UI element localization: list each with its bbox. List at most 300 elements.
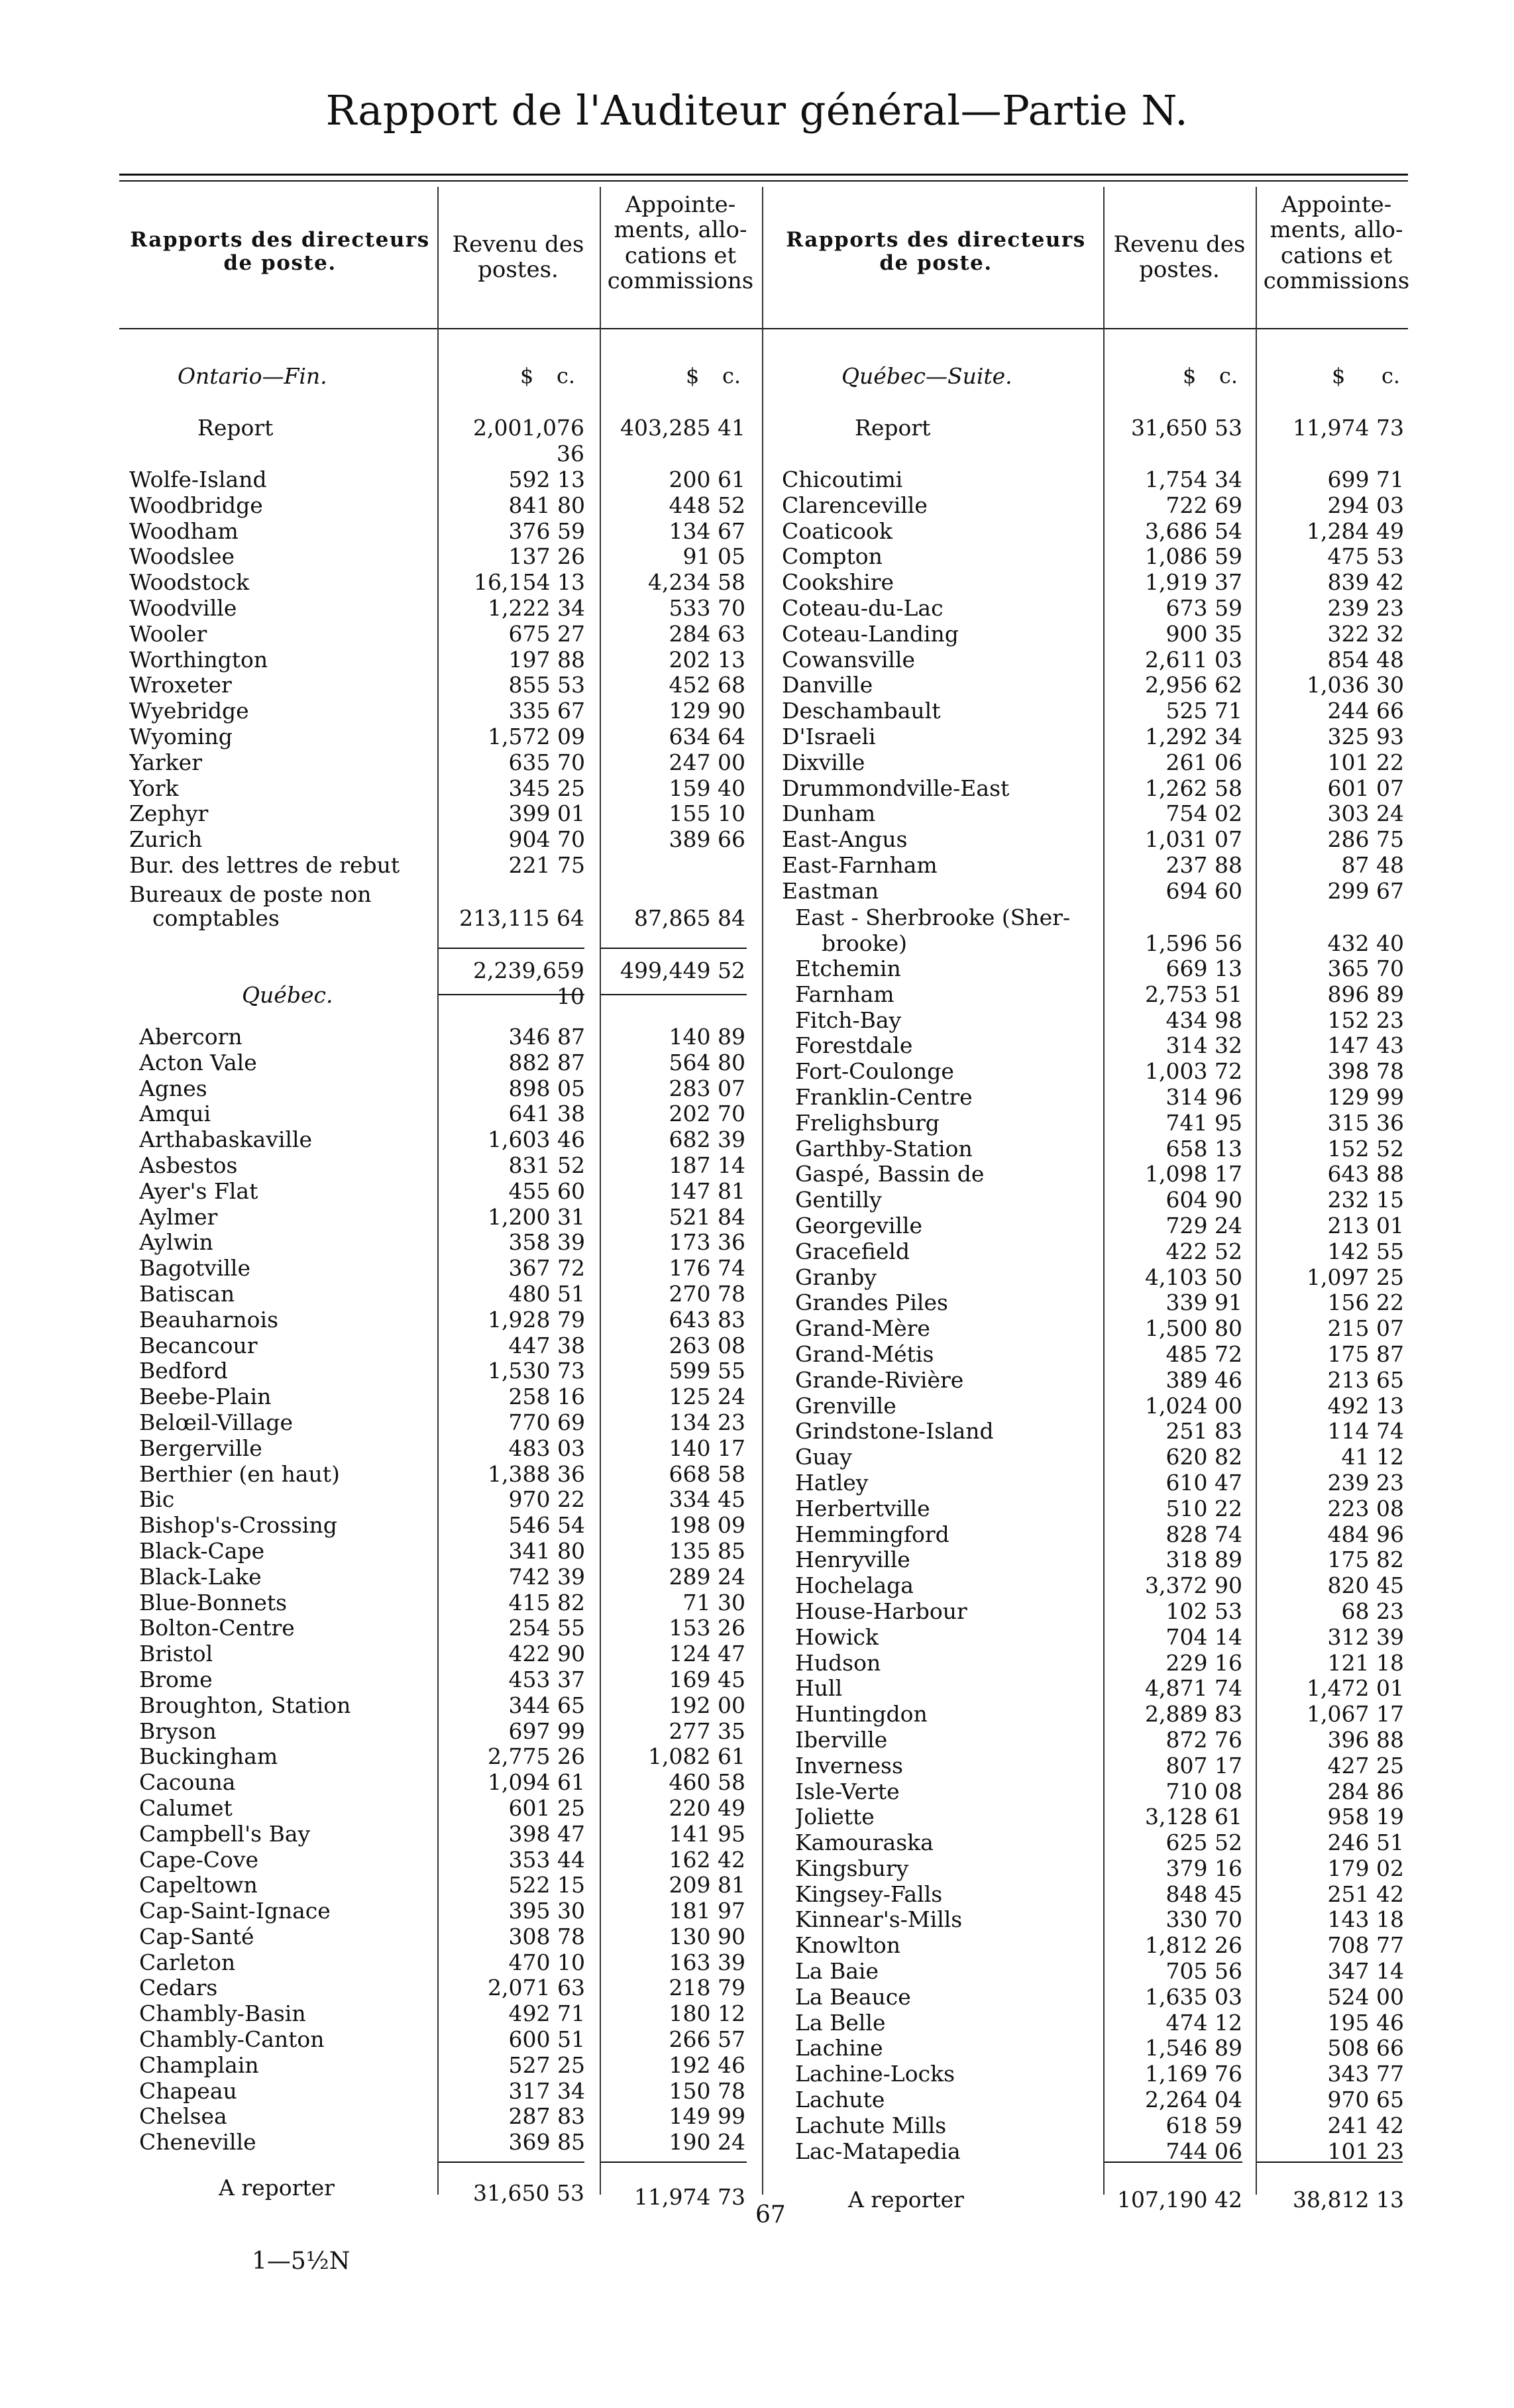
table-row [139, 1794, 745, 1822]
table-row [139, 1460, 745, 1488]
row-name: East-Angus [782, 827, 908, 853]
bureaux-line2: comptables [152, 905, 280, 931]
row-name: Grindstone-Island [795, 1419, 994, 1445]
row-appoint: 232 15 [1327, 1187, 1404, 1213]
header-rule [119, 328, 1408, 329]
sum-rule [601, 2162, 747, 2163]
ontario-total-appoint: 499,449 52 [620, 958, 745, 983]
table-row [782, 851, 1404, 879]
table-row [139, 2077, 745, 2105]
row-name: Bic [139, 1487, 175, 1513]
row-name: Isle-Verte [795, 1779, 900, 1804]
row-revenu: 510 22 [1165, 1495, 1242, 1521]
row-name: Coteau-du-Lac [782, 595, 944, 621]
row-name: Arthabaskaville [139, 1127, 313, 1153]
row-name: La Beauce [795, 1984, 911, 2010]
row-revenu: 237 88 [1165, 851, 1242, 878]
row-name: East-Farnham [782, 852, 938, 878]
row-appoint: 91 05 [682, 543, 745, 570]
row-revenu: 525 71 [1165, 698, 1242, 724]
row-name: Buckingham [139, 1744, 278, 1770]
row-revenu: 710 08 [1165, 1778, 1242, 1804]
row-appoint: 159 40 [669, 775, 745, 801]
unit-dollar: $ [686, 363, 700, 388]
a-reporter-revenu-right: 107,190 42 [1117, 2187, 1242, 2213]
row-revenu: 527 25 [508, 2052, 585, 2078]
table-row [139, 1435, 745, 1462]
row-name: Black-Cape [139, 1538, 265, 1564]
row-name: Wolfe-Island [129, 467, 267, 492]
row-name: Georgeville [795, 1213, 923, 1238]
row-revenu: 287 83 [508, 2103, 585, 2130]
table-row [795, 1032, 1404, 1059]
row-appoint: 247 00 [669, 749, 745, 775]
row-revenu: 345 25 [508, 775, 585, 801]
section-quebec: Québec. [242, 982, 333, 1008]
table-row [139, 1898, 745, 1924]
row-name: Gracefield [795, 1238, 910, 1264]
row-revenu: 618 59 [1165, 2112, 1242, 2138]
row-appoint: 365 70 [1327, 956, 1404, 981]
row-appoint: 839 42 [1327, 569, 1404, 596]
table-row [139, 1384, 745, 1410]
row-name: Bolton-Centre [139, 1615, 295, 1641]
table-row [139, 1615, 745, 1641]
row-revenu: 601 25 [508, 1794, 585, 1821]
table-row [795, 1983, 1404, 2010]
row-name: D'Israeli [782, 724, 876, 749]
row-appoint: 147 81 [669, 1177, 745, 1204]
table-row [782, 569, 1404, 596]
row-appoint: 343 77 [1327, 2061, 1404, 2087]
row-revenu: 3,372 90 [1145, 1572, 1242, 1599]
row-revenu: 970 22 [508, 1486, 585, 1513]
sherbrooke-line2: brooke) [822, 930, 908, 956]
table-row [782, 749, 1404, 776]
row-appoint: 239 23 [1327, 1469, 1404, 1496]
row-name: Kingsbury [795, 1855, 909, 1881]
table-row [795, 1444, 1404, 1470]
row-appoint: 121 18 [1327, 1649, 1404, 1676]
row-name: Chambly-Canton [139, 2027, 325, 2053]
a-reporter-revenu-left: 31,650 53 [473, 2180, 584, 2206]
row-appoint: 246 51 [1327, 1830, 1404, 1856]
row-appoint: 970 65 [1327, 2087, 1404, 2113]
row-name: Danville [782, 673, 873, 698]
row-appoint: 284 86 [1327, 1778, 1404, 1804]
table-row [139, 1358, 745, 1384]
row-revenu: 741 95 [1165, 1109, 1242, 1136]
row-revenu: 1,546 89 [1145, 2035, 1242, 2061]
table-row [129, 775, 745, 802]
table-row [129, 646, 745, 673]
row-name: Belœil-Village [139, 1409, 294, 1435]
table-row [139, 1820, 745, 1847]
row-name: Broughton, Station [139, 1692, 351, 1718]
row-appoint: 315 36 [1327, 1109, 1404, 1136]
row-revenu: 358 39 [508, 1229, 585, 1256]
row-revenu: 258 16 [508, 1384, 585, 1410]
table-row [139, 1203, 745, 1231]
bureaux-appoint: 87,865 84 [634, 905, 745, 931]
row-appoint: 599 55 [669, 1358, 745, 1384]
table-row [795, 1418, 1404, 1445]
table-row [795, 1187, 1404, 1213]
table-row [129, 672, 745, 698]
row-appoint: 533 70 [669, 594, 745, 621]
row-appoint: 334 45 [669, 1486, 745, 1513]
row-appoint: 192 00 [669, 1692, 745, 1718]
row-name: Beauharnois [139, 1307, 279, 1333]
table-row [795, 1392, 1404, 1419]
row-appoint: 508 66 [1327, 2035, 1404, 2061]
row-appoint: 156 22 [1327, 1289, 1404, 1316]
row-appoint: 101 23 [1327, 2138, 1404, 2164]
sum-rule [601, 994, 747, 995]
row-appoint: 71 30 [682, 1589, 745, 1615]
row-revenu: 447 38 [508, 1332, 585, 1358]
ontario-total-revenu: 2,239,659 10 [473, 958, 584, 1009]
row-revenu: 1,928 79 [488, 1306, 585, 1333]
row-revenu: 641 38 [508, 1101, 585, 1127]
row-revenu: 754 02 [1165, 800, 1242, 827]
table-row [782, 466, 1404, 493]
row-appoint: 129 99 [1327, 1083, 1404, 1110]
row-appoint: 460 58 [669, 1769, 745, 1796]
unit-dollar: $ [520, 363, 534, 388]
row-name: Cap-Saint-Ignace [139, 1898, 331, 1924]
row-appoint: 41 12 [1341, 1444, 1404, 1470]
row-revenu: 600 51 [508, 2026, 585, 2053]
sum-rule [439, 994, 584, 995]
sum-rule [439, 948, 584, 949]
row-appoint: 163 39 [669, 1949, 745, 1975]
row-name: Grandes Piles [795, 1290, 948, 1316]
table-row [795, 1366, 1404, 1394]
quebec-list-right-2 [795, 956, 1404, 2164]
row-name: Bedford [139, 1358, 228, 1384]
table-row [139, 2026, 745, 2053]
table-row [795, 2061, 1404, 2087]
header-directeurs-right: Rapports des directeurs de poste. [786, 228, 1086, 276]
center-rule [762, 187, 763, 2195]
row-appoint: 215 07 [1327, 1315, 1404, 1342]
table-row [139, 1332, 745, 1359]
row-revenu: 308 78 [508, 1923, 585, 1949]
row-appoint: 270 78 [669, 1280, 745, 1307]
row-name: Champlain [139, 2052, 259, 2078]
row-revenu: 2,071 63 [488, 1975, 585, 2001]
row-name: Woodville [129, 595, 237, 621]
row-name: Lachine-Locks [795, 2061, 955, 2087]
row-name: Cheneville [139, 2130, 256, 2156]
row-revenu: 1,292 34 [1145, 723, 1242, 749]
row-name: Guay [795, 1445, 852, 1470]
row-revenu: 1,530 73 [488, 1358, 585, 1384]
row-name: Bur. des lettres de rebut [129, 852, 400, 878]
row-appoint: 142 55 [1327, 1238, 1404, 1264]
row-appoint: 192 46 [669, 2052, 745, 2078]
table-row [139, 1126, 745, 1153]
table-row [129, 853, 585, 879]
row-appoint: 325 93 [1327, 723, 1404, 749]
row-appoint: 130 90 [669, 1923, 745, 1949]
right-col-rule-2 [1256, 187, 1257, 2195]
table-row [139, 1409, 745, 1436]
table-row [795, 1726, 1404, 1753]
table-row [795, 1264, 1404, 1291]
row-name: Carleton [139, 1949, 236, 1975]
table-row [139, 1692, 745, 1719]
row-appoint: 169 45 [669, 1666, 745, 1692]
row-appoint: 143 18 [1327, 1906, 1404, 1933]
row-revenu: 604 90 [1165, 1187, 1242, 1213]
row-revenu: 1,812 26 [1145, 1932, 1242, 1959]
row-name: Compton [782, 544, 883, 570]
row-appoint: 124 47 [669, 1641, 745, 1667]
table-row [139, 1846, 745, 1873]
section-ontario-fin: Ontario—Fin. [178, 363, 327, 389]
row-revenu: 673 59 [1165, 594, 1242, 621]
row-revenu: 102 53 [1165, 1598, 1242, 1624]
table-row [795, 1804, 1404, 1830]
row-appoint: 708 77 [1327, 1932, 1404, 1959]
row-appoint: 452 68 [669, 672, 745, 698]
row-revenu: 3,686 54 [1145, 518, 1242, 544]
row-appoint: 179 02 [1327, 1855, 1404, 1881]
table-row [795, 1572, 1404, 1599]
row-name: Drummondville-East [782, 775, 1010, 801]
row-appoint: 4,234 58 [648, 569, 745, 596]
table-row [139, 1769, 745, 1796]
row-name: York [129, 775, 179, 801]
report-label-right: Report [855, 415, 931, 441]
row-appoint: 958 19 [1327, 1804, 1404, 1830]
table-row [129, 518, 745, 545]
row-revenu: 658 13 [1165, 1135, 1242, 1162]
table-row [782, 646, 1404, 673]
row-name: Cowansville [782, 647, 916, 673]
table-row [139, 1923, 745, 1950]
row-name: Woodstock [129, 570, 250, 596]
row-revenu: 197 88 [508, 646, 585, 673]
row-appoint: 175 82 [1327, 1547, 1404, 1573]
row-revenu: 1,200 31 [488, 1203, 585, 1230]
row-revenu: 376 59 [508, 518, 585, 544]
row-appoint: 1,067 17 [1307, 1701, 1404, 1727]
row-appoint: 173 36 [669, 1229, 745, 1256]
row-revenu: 261 06 [1165, 749, 1242, 775]
row-name: Black-Lake [139, 1564, 262, 1590]
row-revenu: 694 60 [1165, 877, 1242, 904]
table-row [139, 1255, 745, 1282]
row-appoint: 140 89 [669, 1024, 745, 1050]
row-revenu: 1,086 59 [1145, 543, 1242, 570]
report-revenu-left: 2,001,076 36 [473, 415, 584, 466]
table-row [795, 2009, 1404, 2036]
row-name: Grenville [795, 1393, 896, 1419]
table-row [139, 1280, 745, 1307]
table-row [795, 2112, 1404, 2139]
row-appoint: 147 43 [1327, 1032, 1404, 1059]
table-row [795, 1675, 1404, 1702]
sum-rule [1105, 2162, 1242, 2163]
row-appoint: 155 10 [669, 800, 745, 827]
row-appoint: 125 24 [669, 1384, 745, 1410]
row-name: Etchemin [795, 956, 901, 981]
row-revenu: 344 65 [508, 1692, 585, 1718]
row-revenu: 369 85 [508, 2129, 585, 2156]
row-name: Forestdale [795, 1033, 913, 1059]
table-row [795, 1315, 1404, 1342]
row-appoint: 153 26 [669, 1615, 745, 1641]
table-row [795, 1341, 1404, 1368]
table-row [129, 826, 745, 853]
left-col-rule-2 [600, 187, 601, 2195]
row-name: Fort-Coulonge [795, 1059, 954, 1085]
row-name: Howick [795, 1624, 879, 1650]
row-appoint: 820 45 [1327, 1572, 1404, 1599]
row-revenu: 474 12 [1165, 2009, 1242, 2036]
table-row [795, 2087, 1404, 2113]
row-revenu: 2,956 62 [1145, 672, 1242, 698]
row-name: Calumet [139, 1795, 233, 1821]
row-appoint: 176 74 [669, 1255, 745, 1282]
row-name: Yarker [129, 749, 202, 775]
row-name: Batiscan [139, 1281, 235, 1307]
row-revenu: 1,098 17 [1145, 1161, 1242, 1187]
row-appoint: 244 66 [1327, 698, 1404, 724]
table-row [782, 492, 1404, 519]
row-name: Woodslee [129, 544, 235, 570]
row-appoint: 427 25 [1327, 1752, 1404, 1779]
row-appoint: 398 78 [1327, 1058, 1404, 1085]
row-name: Inverness [795, 1753, 903, 1779]
a-reporter-appoint-left: 11,974 73 [634, 2184, 745, 2210]
table-row [795, 1521, 1404, 1548]
report-revenu-right: 31,650 53 [1131, 415, 1242, 441]
row-name: Worthington [129, 647, 268, 673]
row-name: Agnes [139, 1075, 207, 1101]
table-row [795, 1083, 1404, 1111]
sum-rule [1257, 2162, 1403, 2163]
row-name: Dixville [782, 749, 865, 775]
row-appoint: 134 67 [669, 518, 745, 544]
signature-mark: 1—5½N [252, 2248, 351, 2275]
row-revenu: 2,889 83 [1145, 1701, 1242, 1727]
table-row [782, 594, 1404, 622]
row-appoint: 266 57 [669, 2026, 745, 2053]
row-appoint: 213 01 [1327, 1212, 1404, 1238]
row-appoint: 277 35 [669, 1718, 745, 1744]
row-name: Kinnear's-Mills [795, 1907, 963, 1933]
table-row [782, 543, 1404, 570]
row-revenu: 1,500 80 [1145, 1315, 1242, 1342]
row-revenu: 625 52 [1165, 1830, 1242, 1856]
row-name: Fitch-Bay [795, 1007, 902, 1033]
row-name: Farnham [795, 981, 894, 1007]
table-row [782, 775, 1404, 802]
table-row [795, 2138, 1404, 2165]
row-name: Bristol [139, 1641, 213, 1667]
row-revenu: 610 47 [1165, 1469, 1242, 1496]
row-revenu: 522 15 [508, 1872, 585, 1898]
row-appoint: 312 39 [1327, 1623, 1404, 1650]
unit-dollar: $ [1183, 363, 1197, 388]
table-row [782, 723, 1404, 750]
quebec-list-left [139, 1024, 745, 2156]
table-row [795, 1932, 1404, 1959]
row-name: Wroxeter [129, 673, 232, 698]
row-appoint: 150 78 [669, 2077, 745, 2104]
table-row [795, 1701, 1404, 1727]
row-revenu: 900 35 [1165, 620, 1242, 647]
row-revenu: 229 16 [1165, 1649, 1242, 1676]
row-name: Hatley [795, 1470, 869, 1496]
table-row [139, 1589, 745, 1616]
row-appoint: 294 03 [1327, 492, 1404, 518]
row-revenu: 221 75 [508, 851, 585, 878]
row-revenu: 353 44 [508, 1846, 585, 1873]
table-row [129, 620, 745, 647]
table-row [795, 1958, 1404, 1985]
row-name: Zurich [129, 827, 203, 853]
row-name: Knowlton [795, 1933, 900, 1959]
row-name: Kingsey-Falls [795, 1881, 943, 1907]
table-row [129, 492, 745, 519]
row-revenu: 399 01 [508, 800, 585, 827]
row-name: Bagotville [139, 1256, 251, 1282]
row-name: Herbertville [795, 1496, 930, 1521]
row-name: Cap-Santé [139, 1924, 254, 1949]
page-title: Rapport de l'Auditeur général—Partie N. [325, 86, 1189, 135]
row-revenu: 2,264 04 [1145, 2087, 1242, 2113]
row-name: Wooler [129, 621, 207, 647]
row-name: Becancour [139, 1333, 258, 1358]
row-revenu: 4,871 74 [1145, 1675, 1242, 1702]
table-row [795, 1547, 1404, 1573]
header-revenu-right: Revenu des postes. [1113, 231, 1246, 284]
row-name: Bishop's-Crossing [139, 1513, 337, 1539]
row-revenu: 898 05 [508, 1075, 585, 1101]
row-appoint: 1,284 49 [1307, 518, 1404, 544]
row-appoint: 682 39 [669, 1126, 745, 1153]
row-revenu: 697 99 [508, 1718, 585, 1744]
row-appoint: 251 42 [1327, 1881, 1404, 1907]
table-row [795, 1495, 1404, 1522]
table-row [795, 1598, 1404, 1625]
row-revenu: 422 90 [508, 1641, 585, 1667]
row-revenu: 455 60 [508, 1177, 585, 1204]
row-revenu: 904 70 [508, 826, 585, 853]
row-name: Wyebridge [129, 698, 249, 724]
row-appoint: 213 65 [1327, 1366, 1404, 1393]
row-name: Cape-Cove [139, 1847, 259, 1873]
section-quebec-suite: Québec—Suite. [841, 363, 1012, 389]
row-appoint: 1,036 30 [1307, 672, 1404, 698]
row-revenu: 335 67 [508, 698, 585, 724]
row-name: Woodbridge [129, 492, 263, 518]
table-row [139, 1075, 745, 1102]
row-appoint: 448 52 [669, 492, 745, 518]
table-row [795, 1881, 1404, 1908]
unit-cents: c. [722, 363, 741, 388]
row-appoint: 347 14 [1327, 1958, 1404, 1985]
row-name: Chapeau [139, 2078, 237, 2104]
table-row [129, 800, 745, 827]
row-appoint: 634 64 [669, 723, 745, 749]
table-row [782, 800, 1404, 827]
